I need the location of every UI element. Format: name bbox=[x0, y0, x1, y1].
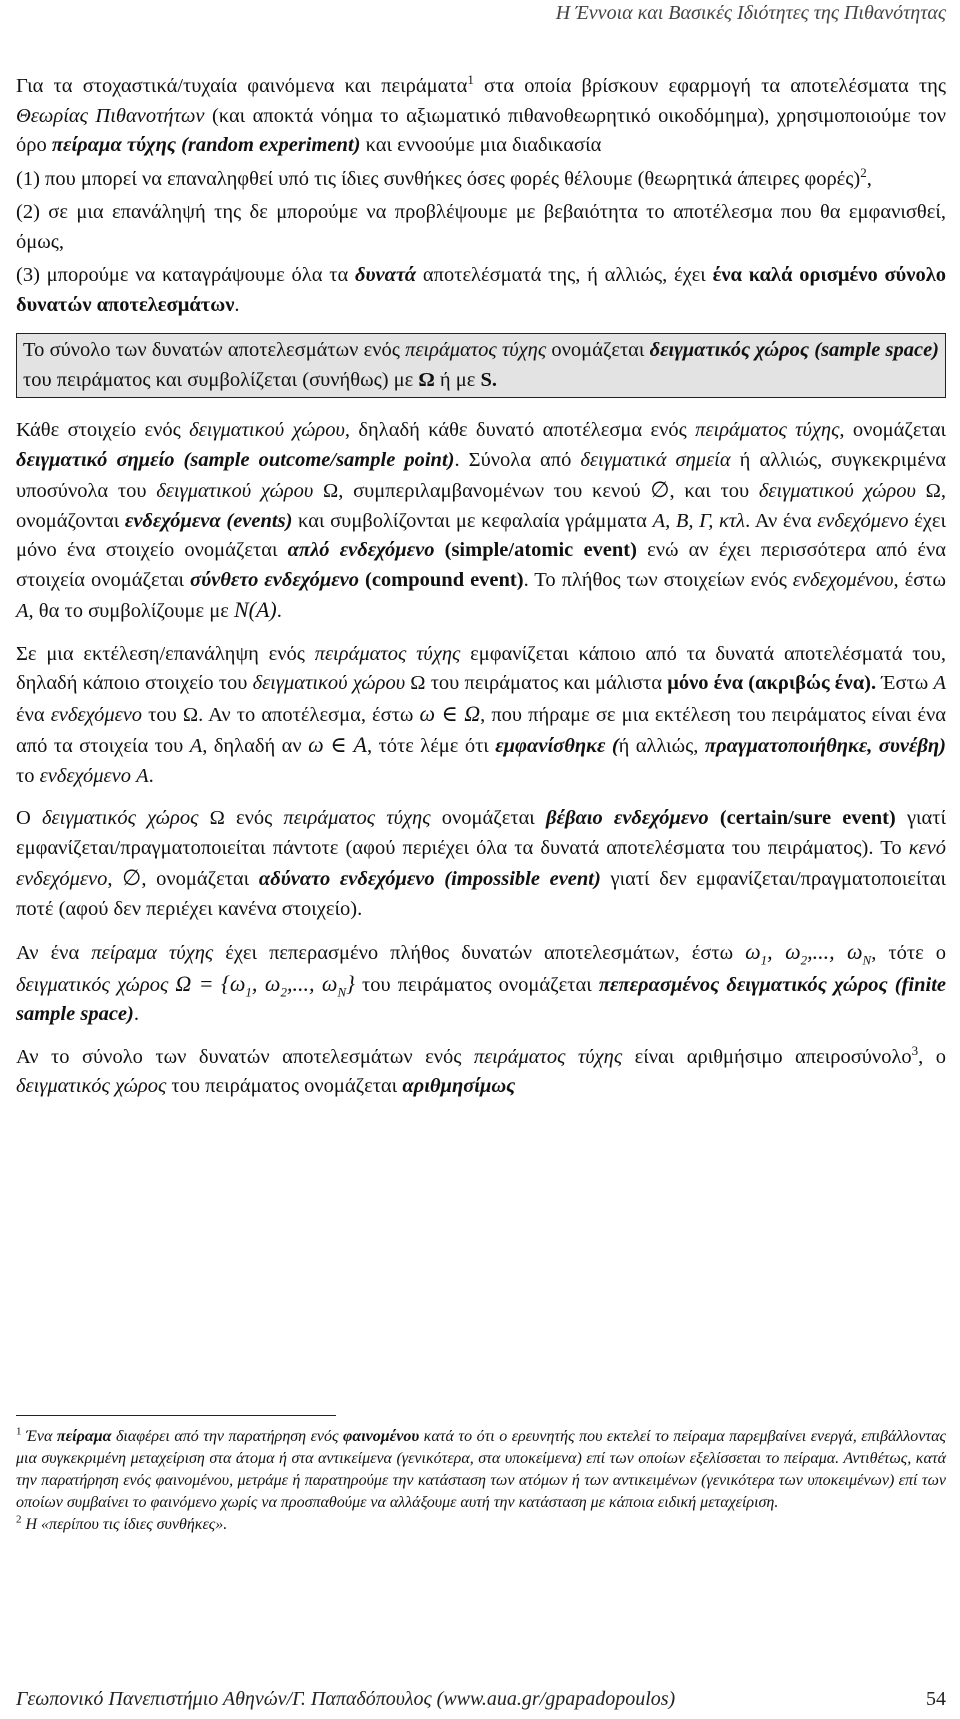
list-item-3 bbox=[16, 261, 946, 320]
text-span: είναι αριθμήσιμο απειροσύνολο bbox=[622, 1045, 912, 1068]
footer-text: Γεωπονικό Πανεπιστήμιο Αθηνών/Γ. Παπαδόπουλος (www.aua.gr/gpapadopoulos) bbox=[16, 1688, 676, 1710]
math-outcomes-list bbox=[745, 939, 872, 968]
term-realized: πραγματοποιήθηκε, συνέβη) bbox=[704, 735, 946, 757]
paragraph-countable-sample-space bbox=[16, 1043, 946, 1102]
term-simple-event-en: (simple/atomic event) bbox=[434, 539, 637, 561]
text-span: γιατί εμφανίζεται/πραγματοποιείται πάντοτε (αφού περιέχει όλα τα δυνατά αποτελέσματα του πειράματος). Το bbox=[16, 807, 947, 859]
text-span: του πειράματος ονομάζεται bbox=[166, 1075, 403, 1097]
text-span: Αν το σύνολο των δυνατών αποτελεσμάτων ενός bbox=[16, 1045, 474, 1068]
term-well-defined-set: ένα καλά ορισμένο σύνολο δυνατών αποτελεσμάτων bbox=[16, 264, 947, 316]
text-span: Αν ένα bbox=[16, 942, 92, 964]
text-span: , τότε λέμε ότι bbox=[366, 735, 496, 757]
running-header: Η Έννοια και Βασικές Ιδιότητες της Πιθανότητας bbox=[555, 2, 946, 24]
term: πειράματος τύχης bbox=[283, 807, 431, 829]
term: δειγματικός χώρος bbox=[42, 807, 199, 829]
math-n-of-a: N(A) bbox=[233, 597, 277, 622]
text-span: Ω ενός bbox=[198, 807, 284, 829]
footnote-number: 2 bbox=[16, 1513, 22, 1526]
text-span: Ω, συμπεριλαμβανομένων του κενού bbox=[313, 480, 651, 502]
text-span: Έστω bbox=[876, 672, 934, 694]
definition-box-sample-space bbox=[16, 333, 946, 398]
text-span: . bbox=[133, 1003, 139, 1025]
math-omega-in-a: ω ∈ A bbox=[308, 732, 367, 757]
text-span: . bbox=[276, 600, 282, 622]
term-certain-event: βέβαιο ενδεχόμενο bbox=[546, 807, 709, 829]
text-span: . bbox=[148, 764, 154, 787]
empty-set-symbol: ∅ bbox=[122, 865, 142, 890]
text-span: ή με bbox=[434, 368, 481, 391]
term: πειράματος τύχης bbox=[695, 419, 840, 441]
term: δειγματικού χώρου bbox=[758, 480, 916, 502]
text-span: Σε μια εκτέλεση/επανάληψη ενός bbox=[16, 642, 315, 665]
term-occurred: εμφανίσθηκε ( bbox=[495, 735, 619, 757]
paragraph-finite-sample-space bbox=[16, 937, 946, 1030]
footnote-separator bbox=[16, 1415, 336, 1416]
term-compound-event-en: (compound event) bbox=[359, 568, 524, 591]
term: A, B, Γ, κτλ bbox=[652, 509, 746, 532]
symbol-a: A bbox=[933, 672, 946, 694]
text-span: του πειράματος και συμβολίζεται (συνήθως) με bbox=[23, 368, 419, 391]
term-random-experiment: πείραμα τύχης (random experiment) bbox=[51, 134, 361, 156]
text-span: (3) μπορούμε να καταγράψουμε όλα τα bbox=[16, 264, 355, 286]
term: ενδεχομένου bbox=[792, 568, 894, 591]
math-token: ,..., ω bbox=[286, 970, 338, 996]
footnote-number: 1 bbox=[16, 1425, 22, 1438]
term: δειγματικός χώρος bbox=[16, 973, 169, 996]
term: ενδεχόμενο bbox=[50, 703, 143, 726]
text-span: Ω, ονομάζονται bbox=[16, 480, 946, 532]
term-experiment: πείραμα bbox=[56, 1428, 112, 1445]
text-span: , bbox=[107, 868, 123, 890]
text-span: ή αλλιώς, bbox=[618, 735, 705, 757]
term-possible: δυνατά bbox=[354, 264, 417, 286]
term: πειράματος τύχης bbox=[314, 642, 461, 665]
text-span: (2) σε μια επανάληψή της δε μπορούμε να προβλέψουμε με βεβαιότητα το αποτέλεσμα που θα εμφανισθεί, όμως, bbox=[16, 201, 946, 253]
text-span: , ο bbox=[918, 1045, 947, 1068]
math-token: Ω = {ω bbox=[175, 970, 246, 996]
math-token: ,..., ω bbox=[807, 939, 863, 964]
math-token: } bbox=[346, 970, 355, 996]
text-span: Ένα bbox=[21, 1428, 57, 1445]
term-finite-sample-space: πεπερασμένος δειγματικός χώρος (finite sample space) bbox=[16, 973, 947, 1025]
paragraph-event-occurrence bbox=[16, 640, 946, 792]
term: κενό ενδεχόμενο bbox=[16, 836, 946, 890]
footnote-ref[interactable]: 2 bbox=[860, 164, 867, 180]
math-subscript: 2 bbox=[280, 983, 287, 999]
term-certain-event-en: (certain/sure event) bbox=[708, 807, 896, 829]
text-span: . Αν ένα bbox=[745, 509, 818, 532]
term-probability-theory: Θεωρίας Πιθανοτήτων bbox=[16, 104, 205, 127]
term: ενδεχόμενο bbox=[817, 509, 909, 532]
text-span: , ονομάζεται bbox=[141, 868, 259, 890]
text-span: γιατί δεν εμφανίζεται/πραγματοποιείται ποτέ (αφού δεν περιέχει κανένα στοιχείο). bbox=[16, 868, 947, 920]
text-span: . Το πλήθος των στοιχείων ενός bbox=[523, 568, 793, 591]
symbol-a: A bbox=[189, 735, 203, 757]
text-span: Κάθε στοιχείο ενός bbox=[16, 419, 190, 441]
text-span: , δηλαδή αν bbox=[202, 735, 309, 757]
term-sample-point: δειγματικό σημείο (sample outcome/sample point) bbox=[16, 448, 455, 471]
term: δειγματικού χώρου bbox=[156, 480, 314, 502]
text-span: Για τα στοχαστικά/τυχαία φαινόμενα και πειράματα bbox=[16, 75, 468, 97]
text-span: εμφανίζεται κάποιο από τα δυνατά αποτελέσματά του, δηλαδή κάποιο στοιχείο του bbox=[16, 642, 946, 694]
paragraph-sample-points-events bbox=[16, 416, 946, 627]
text-span: , και του bbox=[669, 480, 759, 502]
math-sample-space-set bbox=[175, 970, 355, 999]
text-span: Το σύνολο των δυνατών αποτελεσμάτων ενός bbox=[23, 339, 406, 361]
term: πειράματος τύχης bbox=[473, 1045, 623, 1068]
text-span: του πειράματος ονομάζεται bbox=[354, 973, 599, 996]
empty-set-symbol: ∅ bbox=[650, 477, 670, 502]
text-span: διαφέρει από την παρατήρηση ενός bbox=[111, 1428, 343, 1445]
math-subscript: N bbox=[337, 983, 347, 999]
text-span: αποτελέσματά της, ή αλλιώς, έχει bbox=[416, 264, 713, 286]
paragraph-certain-impossible bbox=[16, 804, 946, 924]
text-span: Η «περίπου τις ίδιες συνθήκες». bbox=[21, 1516, 228, 1533]
footnote-1 bbox=[16, 1426, 946, 1514]
term-sample-space: δειγματικός χώρος (sample space) bbox=[649, 339, 939, 361]
term-impossible-event: αδύνατο ενδεχόμενο (impossible event) bbox=[258, 868, 601, 890]
text-span: έχει μόνο ένα στοιχείο ονομάζεται bbox=[16, 509, 947, 561]
term-events: ενδεχόμενα (events) bbox=[124, 509, 293, 532]
text-span: (και αποκτά νόημα το αξιωματικό πιθανοθεωρητικό οικοδόμημα), χρησιμοποιούμε τον όρο bbox=[16, 104, 946, 156]
term-random-experiment: πειράματος τύχης bbox=[405, 339, 547, 361]
math-subscript: 2 bbox=[800, 952, 808, 968]
footnote-ref[interactable]: 1 bbox=[467, 72, 474, 88]
text-span: το bbox=[16, 764, 40, 787]
footnotes bbox=[16, 1426, 946, 1536]
text-span: Ω του πειράματος και μάλιστα bbox=[405, 672, 668, 694]
math-subscript: 1 bbox=[760, 952, 768, 968]
text-span: και εννοούμε μια διαδικασία bbox=[360, 134, 602, 156]
text-span: , δηλαδή κάθε δυνατό αποτέλεσμα ενός bbox=[344, 419, 696, 441]
term: ενδεχόμενο A bbox=[39, 764, 149, 787]
list-item-2 bbox=[16, 198, 946, 257]
symbol-a: A bbox=[16, 600, 29, 622]
symbol-omega: Ω bbox=[418, 368, 435, 391]
text-span: , ονομάζεται bbox=[839, 419, 947, 441]
text-span: , έστω bbox=[893, 568, 947, 591]
footnote-2 bbox=[16, 1514, 946, 1536]
text-span: ονομάζεται bbox=[546, 339, 650, 361]
symbol-s: S. bbox=[480, 368, 498, 391]
math-token: ω bbox=[745, 939, 761, 964]
page-footer bbox=[16, 1688, 946, 1711]
page-number: 54 bbox=[926, 1688, 946, 1710]
term-phenomenon: φαινομένου bbox=[343, 1428, 420, 1445]
math-subscript: N bbox=[862, 952, 872, 968]
text-span: , bbox=[866, 167, 872, 190]
text-span: του Ω. Αν το αποτέλεσμα, έστω bbox=[142, 703, 420, 726]
term-compound-event: σύνθετο ενδεχόμενο bbox=[190, 568, 360, 591]
text-span: (1) που μπορεί να επαναληφθεί υπό τις ίδιες συνθήκες όσες φορές θέλουμε (θεωρητικά άπειρες φορές) bbox=[16, 167, 861, 190]
term: πείραμα τύχης bbox=[91, 942, 214, 964]
term-simple-event: απλό ενδεχόμενο bbox=[287, 539, 435, 561]
text-span: . bbox=[234, 293, 240, 316]
text-span: ένα bbox=[16, 703, 51, 726]
term-countably: αριθμησίμως bbox=[402, 1075, 516, 1097]
math-token: , ω bbox=[251, 970, 281, 996]
text-span: , θα το συμβολίζουμε με bbox=[28, 600, 234, 622]
footnote-ref[interactable]: 3 bbox=[911, 1042, 919, 1058]
term: δειγματικός χώρος bbox=[16, 1075, 167, 1097]
term: δειγματικού χώρου bbox=[189, 419, 345, 441]
text-span: . Σύνολα από bbox=[454, 448, 581, 471]
text-span: Ο bbox=[16, 807, 43, 829]
text-span: ενώ αν έχει περισσότερα από ένα στοιχεία ονομάζεται bbox=[16, 539, 947, 591]
paragraph-random-experiment bbox=[16, 72, 946, 161]
text-span: ή αλλιώς, συγκεκριμένα υποσύνολα του bbox=[16, 448, 947, 502]
term-only-one: μόνο ένα (ακριβώς ένα). bbox=[667, 672, 877, 694]
math-subscript: 1 bbox=[245, 983, 252, 999]
list-item-1 bbox=[16, 165, 946, 195]
term: δειγματικά σημεία bbox=[580, 448, 731, 471]
text-span: και συμβολίζονται με κεφαλαία γράμματα bbox=[292, 509, 653, 532]
text-span: στα οποία βρίσκουν εφαρμογή τα αποτελέσματα της bbox=[473, 75, 946, 97]
text-span: κατά το ότι ο ερευνητής που εκτελεί το πείραμα παρεμβαίνει ενεργά, επιβάλλοντας μια συγκεκριμένη μεταχείριση στα άτομα ή στα αντικείμενα (γενικότερα, στα υποκείμενα) επί των οποίων εξελίσσεται το πείραμα. Αντιθέτως, κατά την παρατήρηση ενός φαινομένου, μετράμε ή παρατηρούμε την κατάσταση των ατόμων ή των αντικειμένων (γενικότερα των υποκειμένων) επί των οποίων συμβαίνει το φαινόμενο χωρίς να προσπαθούμε να αλλάξουμε αυτή την κατάσταση με κάποια ειδική μεταχείριση. bbox=[16, 1428, 947, 1511]
math-token: , ω bbox=[767, 939, 801, 964]
text-span: ονομάζεται bbox=[430, 807, 547, 829]
math-omega-in-omega: ω ∈ Ω bbox=[419, 700, 481, 726]
main-text bbox=[16, 72, 946, 1115]
text-span: έχει πεπερασμένο πλήθος δυνατών αποτελεσμάτων, έστω bbox=[213, 942, 746, 964]
text-span: , τότε ο bbox=[871, 942, 946, 964]
text-span: , που πήραμε σε μια εκτέλεση του πειράματος είναι ένα από τα στοιχεία του bbox=[16, 703, 946, 757]
term: δειγματικού χώρου bbox=[252, 672, 406, 694]
